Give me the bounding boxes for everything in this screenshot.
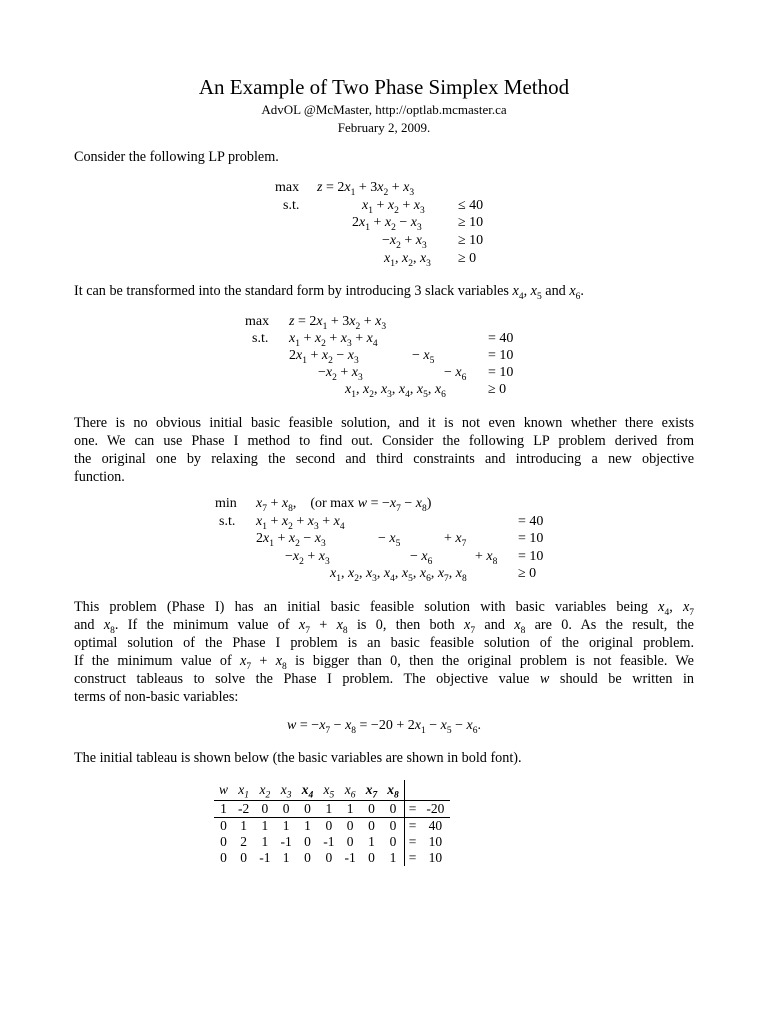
math-fragment: = 10 bbox=[518, 549, 544, 564]
tableau-cell: -20 bbox=[420, 801, 450, 818]
math-fragment: $2x_1 + x_2 - x_3$ bbox=[256, 531, 326, 549]
tableau-cell: $x_5$ bbox=[323, 782, 335, 801]
tableau-cell bbox=[404, 780, 420, 801]
tableau-cell: 0 bbox=[368, 850, 375, 865]
paragraph-standard-form: It can be transformed into the standard form by introducing 3 slack variables $x_4$, $x_5$ and $x_6$. bbox=[74, 283, 584, 302]
tableau-cell: 0 bbox=[325, 850, 333, 865]
tableau-cell: 0 bbox=[276, 801, 297, 818]
math-fragment: = 40 bbox=[518, 514, 544, 529]
tableau-cell: 0 bbox=[220, 850, 227, 865]
tableau-row bbox=[214, 801, 450, 818]
tableau-cell: 0 bbox=[220, 834, 227, 849]
math-fragment: ≥ 0 bbox=[518, 566, 537, 581]
math-st: s.t. bbox=[283, 198, 300, 213]
tableau-cell: 0 bbox=[304, 850, 311, 865]
math-c2: $2x_1 + x_2 - x_3$ bbox=[352, 215, 422, 233]
tableau-cell: 2 bbox=[240, 834, 248, 849]
tableau-cell: -2 bbox=[233, 801, 254, 818]
math-fragment: = 10 bbox=[488, 365, 514, 380]
math-fragment: $-x_2 + x_3$ bbox=[285, 549, 330, 567]
math-fragment: − $x_5$ bbox=[378, 531, 401, 549]
math-c1-rhs: ≤ 40 bbox=[458, 198, 484, 213]
tableau-cell: 0 bbox=[325, 818, 333, 833]
tableau-cell: 1 bbox=[261, 834, 269, 849]
tableau-cell: 1 bbox=[282, 850, 290, 865]
math-fragment: min bbox=[215, 496, 237, 511]
math-fragment: + $x_7$ bbox=[444, 531, 467, 549]
tableau-cell: = bbox=[408, 818, 417, 833]
tableau-cell: $x_6$ bbox=[344, 782, 356, 801]
tableau-cell: 0 bbox=[304, 834, 311, 849]
tableau-cell: 1 bbox=[240, 818, 248, 833]
math-fragment: + $x_8$ bbox=[475, 549, 498, 567]
math-c4: $x_1$, $x_2$, $x_3$ bbox=[384, 251, 431, 269]
math-fragment: $x_1 + x_2 + x_3 + x_4$ bbox=[256, 514, 345, 532]
paragraph-intro: Consider the following LP problem. bbox=[74, 149, 279, 165]
math-objective: $z = 2x_1 + 3x_2 + x_3$ bbox=[317, 180, 415, 198]
tableau-cell: 1 bbox=[282, 818, 290, 833]
math-c1: $x_1 + x_2 + x_3$ bbox=[362, 198, 425, 216]
math-fragment: $z = 2x_1 + 3x_2 + x_3$ bbox=[289, 314, 387, 332]
equation-w: $w = -x_7 - x_8 = -20 + 2x_1 - x_5 - x_6$. bbox=[287, 718, 481, 736]
math-fragment: $-x_2 + x_3$ bbox=[318, 365, 363, 383]
paragraph-phase1-intro: There is no obvious initial basic feasible solution, and it is not even known whether there exists one. We can use Phase I method to find out. Consider the following LP problem derived from the original one by relaxing the second and third constraints and introducing a new objective function. bbox=[74, 415, 694, 485]
tableau-cell: 0 bbox=[254, 801, 275, 818]
tableau-header-row bbox=[214, 780, 450, 801]
initial-tableau bbox=[214, 780, 450, 866]
math-fragment: ≥ 0 bbox=[488, 382, 507, 397]
tableau-cell: = bbox=[404, 801, 420, 818]
math-fragment: s.t. bbox=[252, 331, 269, 346]
paragraph-phase1-explained: This problem (Phase I) has an initial basic feasible solution with basic variables being $x_4$, $x_7$ and $x_8$. If the minimum value of $x_7 + x_8$ is 0, then both $x_7$ and $x_8$ are 0. As the result, the optimal solution of the Phase I problem is an basic feasible solution of the original problem. If the minimum value of $x_7 + x_8$ is bigger than 0, then the original problem is not feasible. We construct tableaus to solve the Phase I problem. The objective value w should be written in terms of non-basic variables: bbox=[74, 599, 694, 705]
tableau-cell: 1 bbox=[304, 818, 311, 833]
tableau-cell: 0 bbox=[382, 834, 404, 850]
tableau-cell: 10 bbox=[428, 834, 443, 849]
tableau-cell: $x_1$ bbox=[238, 782, 250, 801]
tableau-cell: 0 bbox=[297, 801, 319, 818]
math-max: max bbox=[275, 180, 300, 195]
math-fragment: $2x_1 + x_2 - x_3$ bbox=[289, 348, 359, 366]
math-c3-rhs: ≥ 10 bbox=[458, 233, 484, 248]
tableau-cell: -1 bbox=[280, 834, 292, 849]
affiliation: AdvOL @McMaster, http://optlab.mcmaster.ca bbox=[261, 102, 507, 117]
tableau-cell: 0 bbox=[382, 818, 404, 835]
tableau-cell: 0 bbox=[361, 801, 383, 818]
tableau-cell: $x_2$ bbox=[259, 782, 271, 801]
tableau-cell: 0 bbox=[346, 818, 354, 833]
math-c4-rhs: ≥ 0 bbox=[458, 251, 477, 266]
tableau-cell: 0 bbox=[382, 801, 404, 818]
date: February 2, 2009. bbox=[337, 120, 431, 135]
tableau-row bbox=[214, 818, 450, 835]
tableau-cell: -1 bbox=[259, 850, 271, 865]
tableau-cell: -1 bbox=[344, 850, 356, 865]
tableau-cell: 1 bbox=[214, 801, 233, 818]
tableau-cell: w bbox=[219, 782, 229, 797]
math-fragment: = 10 bbox=[488, 348, 514, 363]
document-title: An Example of Two Phase Simplex Method bbox=[198, 75, 570, 99]
math-c3: $-x_2 + x_3$ bbox=[382, 233, 427, 251]
tableau-cell: -1 bbox=[323, 834, 335, 849]
tableau-cell: 10 bbox=[428, 850, 443, 865]
tableau-row bbox=[214, 834, 450, 850]
paragraph-standard-form-text: It can be transformed into the standard form by introducing 3 slack variables bbox=[74, 283, 509, 299]
math-fragment: max bbox=[245, 314, 270, 329]
math-fragment: = 40 bbox=[488, 331, 514, 346]
tableau-cell: $x_7$ bbox=[365, 782, 378, 801]
tableau-cell: 1 bbox=[382, 850, 404, 866]
tableau-cell: $x_8$ bbox=[382, 780, 404, 801]
tableau-cell: 0 bbox=[220, 818, 227, 833]
tableau-cell: $x_4$ bbox=[301, 782, 314, 801]
tableau-cell: 1 bbox=[368, 834, 375, 849]
tableau-cell: = bbox=[408, 850, 417, 865]
tableau-row bbox=[214, 850, 450, 866]
tableau-cell: 0 bbox=[368, 818, 375, 833]
math-c2-rhs: ≥ 10 bbox=[458, 215, 484, 230]
math-fragment: − $x_6$ bbox=[444, 365, 467, 383]
tableau-cell: 40 bbox=[428, 818, 443, 833]
tableau-cell: 1 bbox=[340, 801, 361, 818]
math-fragment: $x_1$, $x_2$, $x_3$, $x_4$, $x_5$, $x_6$ bbox=[345, 382, 446, 400]
tableau-cell: = bbox=[408, 834, 417, 849]
tableau-cell: $x_3$ bbox=[280, 782, 292, 801]
math-fragment: $x_1$, $x_2$, $x_3$, $x_4$, $x_5$, $x_6$, $x_7$, $x_8$ bbox=[330, 566, 467, 584]
tableau-cell: 0 bbox=[346, 834, 354, 849]
math-fragment: $x_1 + x_2 + x_3 + x_4$ bbox=[289, 331, 378, 349]
math-fragment: s.t. bbox=[219, 514, 236, 529]
math-fragment: − $x_5$ bbox=[412, 348, 435, 366]
tableau-cell: 1 bbox=[318, 801, 339, 818]
paragraph-tableau-intro: The initial tableau is shown below (the basic variables are shown in bold font). bbox=[74, 750, 522, 766]
tableau-cell: 1 bbox=[261, 818, 269, 833]
math-fragment: − $x_6$ bbox=[410, 549, 433, 567]
tableau-cell: 0 bbox=[240, 850, 248, 865]
math-fragment: = 10 bbox=[518, 531, 544, 546]
tableau-cell bbox=[420, 780, 450, 801]
math-fragment: $x_7 + x_8$, (or $\max w = -x_7 - x_8$) bbox=[256, 496, 432, 514]
